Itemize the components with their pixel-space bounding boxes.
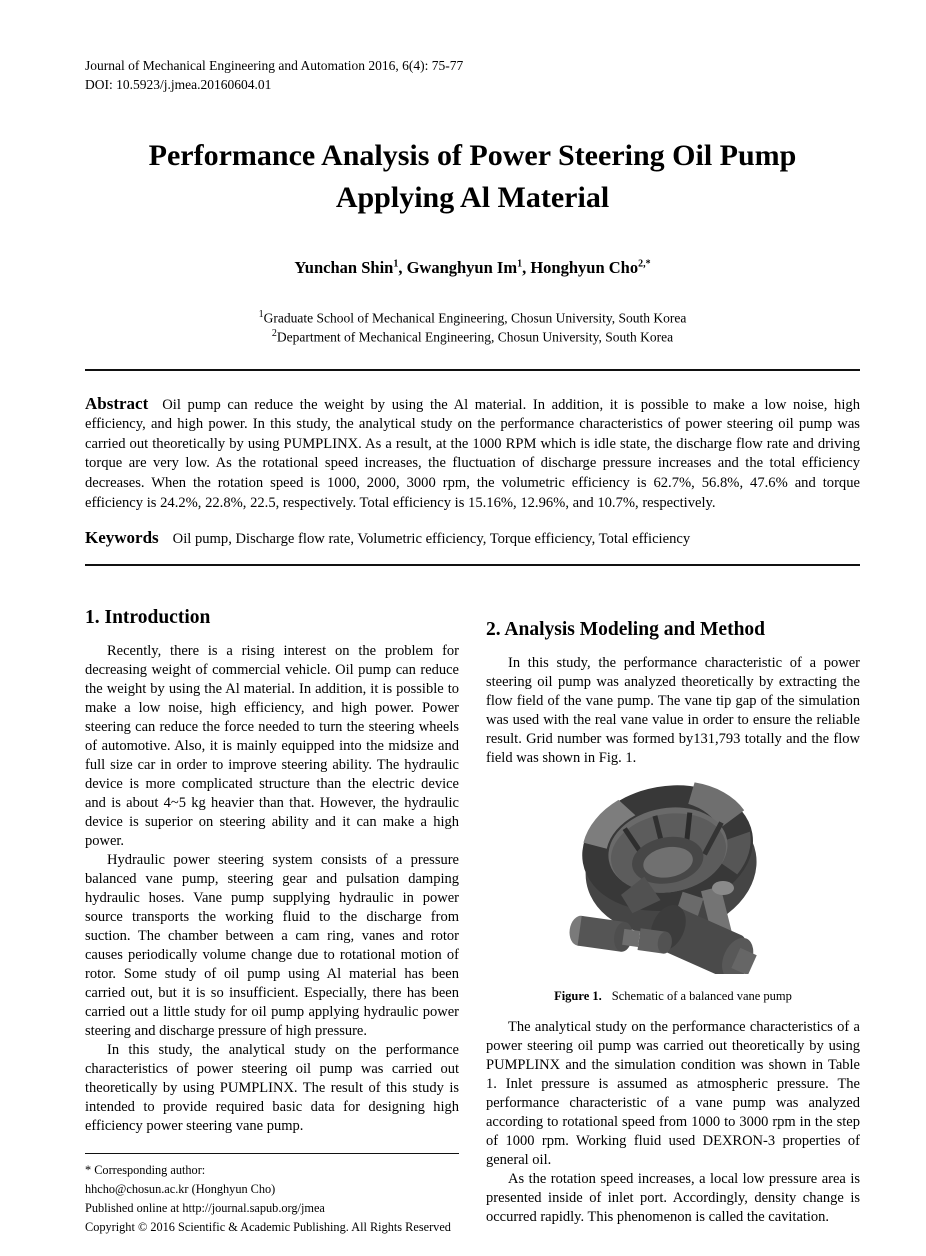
author-1-affiliation-mark: 1	[393, 258, 399, 270]
section-2-paragraph-2: The analytical study on the performance characteristics of a power steering oil pump was carried out theoretically by using PUMPLINX and the simulation condition was shown in Table 1. Inlet pressure is assumed as atmospheric pressure. The performance characteristic of a vane pump was analyzed according to rotational speed from 1000 to 3000 rpm in the step of 1000 rpm. Working fluid used DEXRON-3 properties of general oil.	[486, 1019, 860, 1169]
section-1-paragraph-3: In this study, the analytical study on the performance characteristics of power steering oil pump was carried out theoretically by using PUMPLINX. The result of this study is intended to provide required basic data for designing high efficiency power steering vane pump.	[85, 1042, 459, 1135]
author-2: Gwanghyun Im$^1$,	[406, 257, 531, 277]
abstract-block	[85, 393, 860, 514]
section-1-heading: 1. Introduction	[85, 607, 211, 629]
keywords-text: Oil pump, Discharge flow rate, Volumetric efficiency, Torque efficiency, Total efficiency	[172, 531, 691, 548]
affiliations	[85, 308, 860, 347]
footnote-block	[85, 1153, 459, 1237]
divider-bottom	[85, 564, 860, 566]
two-column-body	[85, 607, 860, 1237]
figure-1-caption-label: Figure 1.	[554, 989, 602, 1004]
corresponding-author-email: hhcho@chosun.ac.kr (Honghyun Cho)	[85, 1182, 276, 1197]
divider-top	[85, 369, 860, 371]
section-2-paragraph-3: As the rotation speed increases, a local low pressure area is presented inside of inlet port. Accordingly, density change is occurred rapidly. This phenomenon is called the cavitation.	[486, 1171, 860, 1226]
section-1-paragraph-2: Hydraulic power steering system consists of a pressure balanced vane pump, steering gear and pulsation damping hydraulic hoses. Vane pump supplying hydraulic in power source transports the working fluid to the discharge from suction. The chamber between a cam ring, vanes and rotor causes periodically volume change due to rotational motion of rotor. Some study of oil pump using Al material has been carried out, but it is so insufficient. Especially, there has been carried out a little study for oil pump applying hydraulic power steering and discharge pressure of high pressure.	[85, 852, 459, 1040]
paper-title: Performance Analysis of Power Steering Oil Pump Applying Al Material	[148, 138, 797, 215]
author-3-affiliation-mark: 2,*	[638, 258, 651, 270]
abstract-label: Abstract	[85, 393, 149, 413]
section-2-paragraph-1: In this study, the performance characteristic of a power steering oil pump was analyzed theoretically by extracting the flow field of the vane pump. The vane tip gap of the simulation was used with the real vane value in order to ensure the reliable result. Grid number was formed by131,793 totally and the flow field was shown in Fig. 1.	[486, 655, 860, 767]
published-online-note: Published online at http://journal.sapub.org/jmea	[85, 1201, 325, 1216]
right-column	[486, 607, 860, 1237]
section-2-heading: 2. Analysis Modeling and Method	[486, 619, 766, 641]
affiliation-1: $^1$Graduate School of Mechanical Engineering, Chosun University, South Korea	[258, 308, 687, 326]
figure-1	[486, 776, 860, 1004]
vane-pump-figure-image	[557, 776, 789, 974]
journal-name-line: Journal of Mechanical Engineering and Automation 2016, 6(4): 75-77	[85, 58, 464, 73]
abstract-text: Oil pump can reduce the weight by using the Al material. In addition, it is possible to make a low noise, high efficiency, and high power. In this study, the analytical study on the performance characteristics of power steering oil pump was carried out theoretically by using PUMPLINX. As a result, at the 1000 RPM which is idle state, the discharge flow rate and driving torque are very low. As the rotational speed increases, the fluctuation of discharge pressure increases and the total efficiency decreases. When the rotation speed is 1000, 2000, 3000 rpm, the volumetric efficiency is 62.7%, 56.8%, 47.6% and torque efficiency is 24.2%, 22.8%, 22.5, respectively. Total efficiency is 15.16%, 12.96%, and 10.7%, respectively.	[85, 396, 860, 511]
corresponding-author-note: * Corresponding author:	[85, 1163, 206, 1178]
footnote-divider	[85, 1153, 459, 1154]
copyright-note: Copyright © 2016 Scientific & Academic Publishing. All Rights Reserved	[85, 1220, 451, 1235]
section-1-paragraph-1: Recently, there is a rising interest on the problem for decreasing weight of commercial vehicle. Oil pump can reduce the weight by using the Al material. In addition, it is possible to make a low noise, high efficiency, and high power. Power steering can reduce the force needed to turn the steering wheels of automotive. Also, it is mainly equipped into the midsize and full size car in order to improve steering ability. The hydraulic device is more complicated structure than the electric device and is about 4~5 kg heavier than that. However, the hydraulic device is superior on steering ability and it can make a high power.	[85, 643, 459, 850]
figure-1-caption-text: Schematic of a balanced vane pump	[611, 989, 792, 1004]
affiliation-2: $^2$Department of Mechanical Engineering, Chosun University, South Korea	[271, 328, 674, 345]
author-3: Honghyun Cho$^{2,*}$	[530, 257, 651, 277]
journal-header	[85, 57, 860, 95]
left-column	[85, 607, 459, 1237]
keywords-block	[85, 528, 860, 548]
keywords-label: Keywords	[85, 528, 159, 548]
doi-line: DOI: 10.5923/j.jmea.20160604.01	[85, 76, 272, 92]
author-1: Yunchan Shin$^1$,	[294, 257, 407, 277]
author-line	[85, 258, 860, 278]
figure-1-caption	[486, 989, 860, 1004]
author-2-affiliation-mark: 1	[517, 258, 523, 270]
